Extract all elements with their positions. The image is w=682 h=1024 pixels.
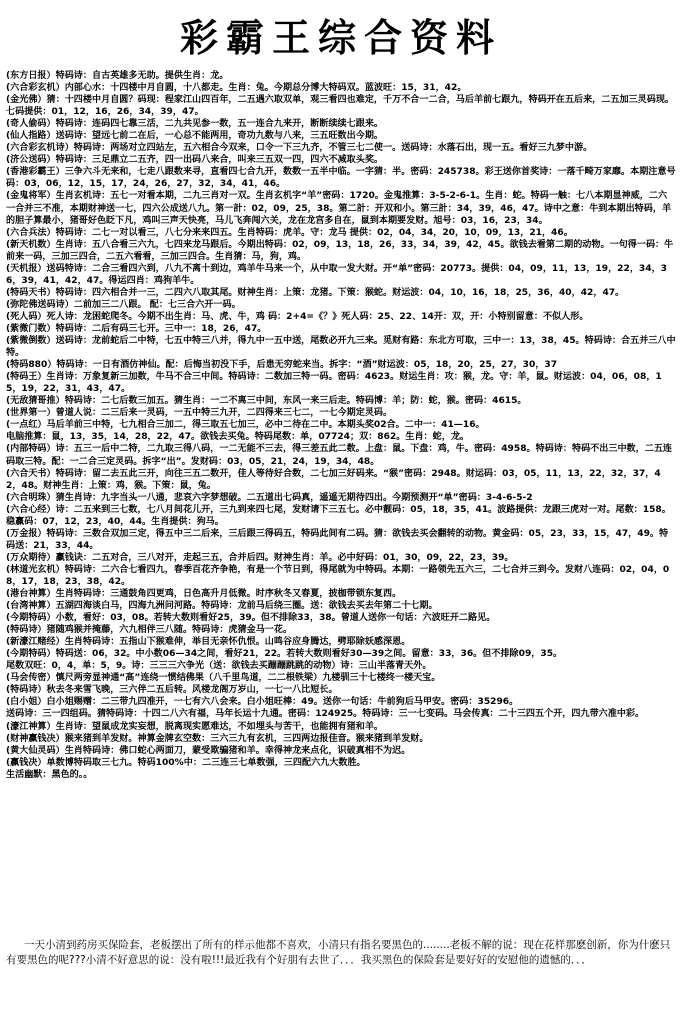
humor-story-text: 一天小清到药房买保险套，老板摆出了所有的样示他都不喜欢，小清只有指名要黑色的........老板不解的说：现在花样那麽创新，你为什麽只有要黑色的呢???小清不好意思的说：没有啦!!!最近我有个好朋有去世了．．．我买黑色的保险套是要好好的安慰他的遗憾的．．． xyxy=(6,939,671,966)
document-line: (金鬼将军）生肖玄机诗：五七一对看本期，二九三肖对一双。生肖玄机字“羊”密码：1720。金鬼推算：3-5-2-6-1。生肖：蛇。特码一触：七八本期显神威，二六一合并三不准，本期财神送一七，四六公成送八九。第一計：02，09，25，38。第二計：开双和小。第三計：34，39，46，47。诗中之意：牛到本期出特码，羊的胆子算最小，猪哥好色眨下凡，鸡叫三声天快亮，马儿飞奔闯六关，龙在龙宫多自在，鼠到本期要发财。旭号：03，16，23，34。 xyxy=(6,191,672,226)
document-line: (紫微倒数）送码诗：龙前蛇后二中特，七五中特三八并，得九中一五中送，尾数必开九三来。觅财有路：东北方可取，三中一：13，38，45。特码诗：合五并三八中特。 xyxy=(6,336,676,359)
document-line: (死人码）死人诗：龙困蛇爬冬。今期不出生肖：马、虎、牛，鸡 码：2+4=《？》死人码：25、22、14开：双，开：小特别留意：不似人形。 xyxy=(6,311,589,322)
document-line: (新濠江赌经）生肖特码诗：五指山下猴难伸，举目无亲怀仇恨。山鸣谷应身腾达，劈耶除妖感深恩。 xyxy=(6,637,411,648)
document-line: (无敌猜哥推）特码诗：二七后数三加五。猜生肖：一二不离三中间，东风一来三后走。特码博：羊；防：蛇，猴。密码：4615。 xyxy=(6,396,527,407)
document-line: (黄大仙灵码）生肖特码诗：佛口蛇心两面刀，蒙受欺骗猪和羊。幸得神龙来点化，识破真相不为迟。 xyxy=(6,745,411,756)
document-line: (台湾神算）五湖四海谈白马，四海九洲问河路。特码诗：龙前马后绕三圈。送：欲钱去买去年第二十七期。 xyxy=(6,601,438,612)
document-line: (特码880）特码诗：一日有酒仿神仙。配：后悔当初没下手，后患无穷蛇来当。拆字：“酒”财运波：05，18，20，25，27，30，37 xyxy=(6,360,558,371)
document-line: (一点红）马后羊前三中特，七九相合三加二，得三取五七加三，必中二待在二中。本期头奖02合。二中一：41—16。 xyxy=(6,420,485,431)
document-line: (六合兵法）特码诗：二七一对以看三，八七分来来四五。生肖特码：虎羊。守：龙马 提供：02，04，34，20，10，09，13，21，46。 xyxy=(6,227,573,238)
document-line: (奇人偷码）特码诗：连码四七靠三活，二九共见参一数，五一连合九来开，断断续续七跟来。 xyxy=(6,119,384,130)
document-line: (金光佛）猜：十四楼中月自圆？码现：程家江山四百年，二五遇六取双单，观三看四也难定，千万不合一二合，马后羊前七跟九，特码开在五后来，二五加三灵码现。七码提供：01，12，16，26，34，39，47。 xyxy=(6,95,675,118)
document-line: (濠江神算）生肖诗：望鼠成龙实妄想，脱离现实愿难达，不如埋头与苦干，也能拥有猪和羊。 xyxy=(6,721,384,732)
document-line: (济公送码）特码诗：三足鼎立二五齐，四一出码八来合，叫来三五双一四，四六不减取头奖。 xyxy=(6,155,384,166)
document-line: (世界第一）曾道人说：二三后来一灵码，一五中特三九开，二四得来三七二，一七今期定灵码。 xyxy=(6,408,393,419)
document-line: (弥陀佛送码诗）二前加三二八跟。 配：七三合六开一码。 xyxy=(6,299,241,310)
document-line: (六合心经）诗：二五来到三七数，七八月间花儿开，三九到来四七尾，发财请下三五七。必中靓码：05，18，35，41。波路提供：龙跟三虎对一对。尾数：158。稳赢码：07，12，23，40，44。生肖提供：狗马。 xyxy=(6,504,671,527)
document-line: (紫微门数）特码诗：二后有码三七开。三中一：18，26，47。 xyxy=(6,323,267,334)
document-line: 尾数双旺：0，4，单：5，9。诗：三三三六争光（送：欲钱去买蹦蹦跳跳的动物）诗：三山半落青天外。 xyxy=(6,661,432,672)
document-line: (赢钱决）单数博特码取三七九。特码100%中：二三连三七单数强，三四配六九大数胜。 xyxy=(6,757,366,768)
document-line: (内部特码）诗：五三一后中二特，二九取三得八码，一二无能不三去，得三差五此二数。上盘：鼠。下盘：鸡，牛。密码：4958。特码诗：特码不出三中数，二五连码取三特。配：一二合三定灵码。拆字“出”。发财码：03，05，21，24，19，34，48。 xyxy=(6,444,673,467)
document-line: (东方日报）特码诗：自古英雄多无助。提供生肖：龙。 xyxy=(6,71,229,81)
document-line: (六合天书）特码诗：留二去五此三开，向往三五二数开，佳人等待好合数，二七加三好码来。“猴”密码：2948。财运码：03，05，11，13，22，32，37，42，48。财神生肖：上策：鸡，猴。下策：鼠，兔。 xyxy=(6,468,661,491)
document-line: (港台神算）生肖特码诗：三通鼓角四更鸡，日色高升月低微。时序秋冬又春夏，披枷带锁东复西。 xyxy=(6,589,402,600)
document-line: (新天机数）生肖诗：五八合看三六九，七四来龙马跟后。今期出特码：02，09，13，18，26，33，34，39，42，45。欲钱去看第二期的动物。一句得一码：牛前来一码，三加三四合，二五六看看，三加三四合。生肖猜：马，狗，鸡。 xyxy=(6,239,674,262)
document-line: (天机报）送码特诗：二合三看四六到，八九不离十到边，鸡羊牛马来一个，从中取一发大财。开“单”密码：20773。提供：04，09，11，13，19，22，34，36，39，41，42，47。得运四肖：鸡狗羊牛。 xyxy=(6,263,668,286)
document-line: (六合彩玄机诗）特码诗：两场对立四站左，五六相合今双来，口令一下三九齐，不管三七二使一。送码诗：水落石出，现一五。看好三九梦中游。 xyxy=(6,143,593,154)
document-body xyxy=(6,70,676,781)
document-line: (白小姐）白小姐赐赠：二三带九四准开，一七有六八会来。白小姐旺棒：49。送你一句话：牛前狗后马甲安。密码：35296。 xyxy=(6,697,519,708)
document-line: 送码诗：三一四组码。猜特码诗：十四二八六有福，马年长运十九通。密码：124925。特码诗：三一七变码。马会传真：二十三四五个开，四九带六准中彩。 xyxy=(6,709,645,720)
document-line: (林道光玄机）特码诗：二六合七看四九，春季百花齐争艳，有是一个节日到，得尾就为中特码。本期：一路领先五六三，二七合并三到今。发财八连码：02，04，08，17，18，23，38，42。 xyxy=(6,564,670,587)
document-line: 电脑推算：鼠，13，35，14，28，22，47。欲钱去买兔。特码尾数：单，07724；双：862。生肖：蛇，龙。 xyxy=(6,432,470,443)
document-line: (财神赢钱决）猴来猪到羊发财。神算金牌玄空数：三六三九有玄机，三四两边报佳音。猴来猪到羊发财。 xyxy=(6,733,429,744)
document-line: (今期特码）小数，看好：03，08。若转大数则看好25，39。但不排除33，38。曾道人送你一句话：六波旺开二路见。 xyxy=(6,613,496,624)
document-line: (特码诗）猪随鸡猴并掩藤，六九相伴三八随。特码诗：虎猜金马一花。 xyxy=(6,625,293,636)
document-line: (香港彩霸王）三争六斗无来和，七走八跟数来寻，直看四七合九开，数数一五半中临。一字猜：半。密码：245738。彩王送你首奖诗：一落千畸万家靡。本期注意号码：03，06，12，15，17，24，26，27，32，34，41，46。 xyxy=(6,167,676,190)
document-line: 生活幽默：黑色的。。 xyxy=(6,769,93,780)
humor-story xyxy=(6,938,676,967)
document-line: (六合彩玄机）内部心水：十四楼中月自圆，十八都走。生肖：兔。今期总分博大特码双。蓝波旺：15，31，42。 xyxy=(6,83,467,94)
document-line: (马会传密）慎尺两旁显神通“高”连绕一惯结佛果（八千里鸟道，二二根铁梁）九楼驯三十七楼终一楼天宝。 xyxy=(6,673,441,684)
document-line: (特码王）生肖诗：万象复新三加数，牛马不合三中间。特码诗：二数加三特一码。密码：4623。财运生肖：攻：猴，龙。守：羊，鼠。财运波：04，06，08，15，19，22，31，43，47。 xyxy=(6,372,662,395)
document-line: (万众期待）赢钱诀：二五对合，三八对开，走起三五，合并后四。财神生肖：羊。必中好码：01，30，09，22，23，39。 xyxy=(6,552,514,563)
document-line: (万金报）特码诗：三数合双加三定，得五中三二后来，三后跟三得码五，特码此间有二码。猜：欲钱去买会翻转的动物。黄金码：05，23，33，15，47，49。特码送：21，33，44。 xyxy=(6,528,669,551)
document-line: (今期特码）特码送：06，32。中小数06—34之间，看好21，22。若转大数则看好30—39之间。留意：33，36。但不排除09，35。 xyxy=(6,649,563,660)
page-title: 彩霸王综合资料 xyxy=(179,15,502,60)
document-line: (仙人指路）送码诗：望远七前二在后，一心总不能两用，奇功九数与八来，三五旺数出今期。 xyxy=(6,131,384,142)
document-line: (特码天书）特码诗：四六相合并一三，二四六八取其尾。财神生肖：上策：龙猪。下策：猴蛇。财运波：04，10，16，18，25，36，40，42，47。 xyxy=(6,287,625,298)
document-line: (特码诗）秋去冬来雪飞晚，三六伴二五后转。风楼龙阁万岁山，一七一八比短长。 xyxy=(6,685,338,696)
document-line: (六合明珠）猜生肖诗：九字当头一八通，悲哀六字梦想破。二五道出七码真，遥遥无期待四出。今期预测开“单”密码：3-4-6-5-2 xyxy=(6,492,533,503)
